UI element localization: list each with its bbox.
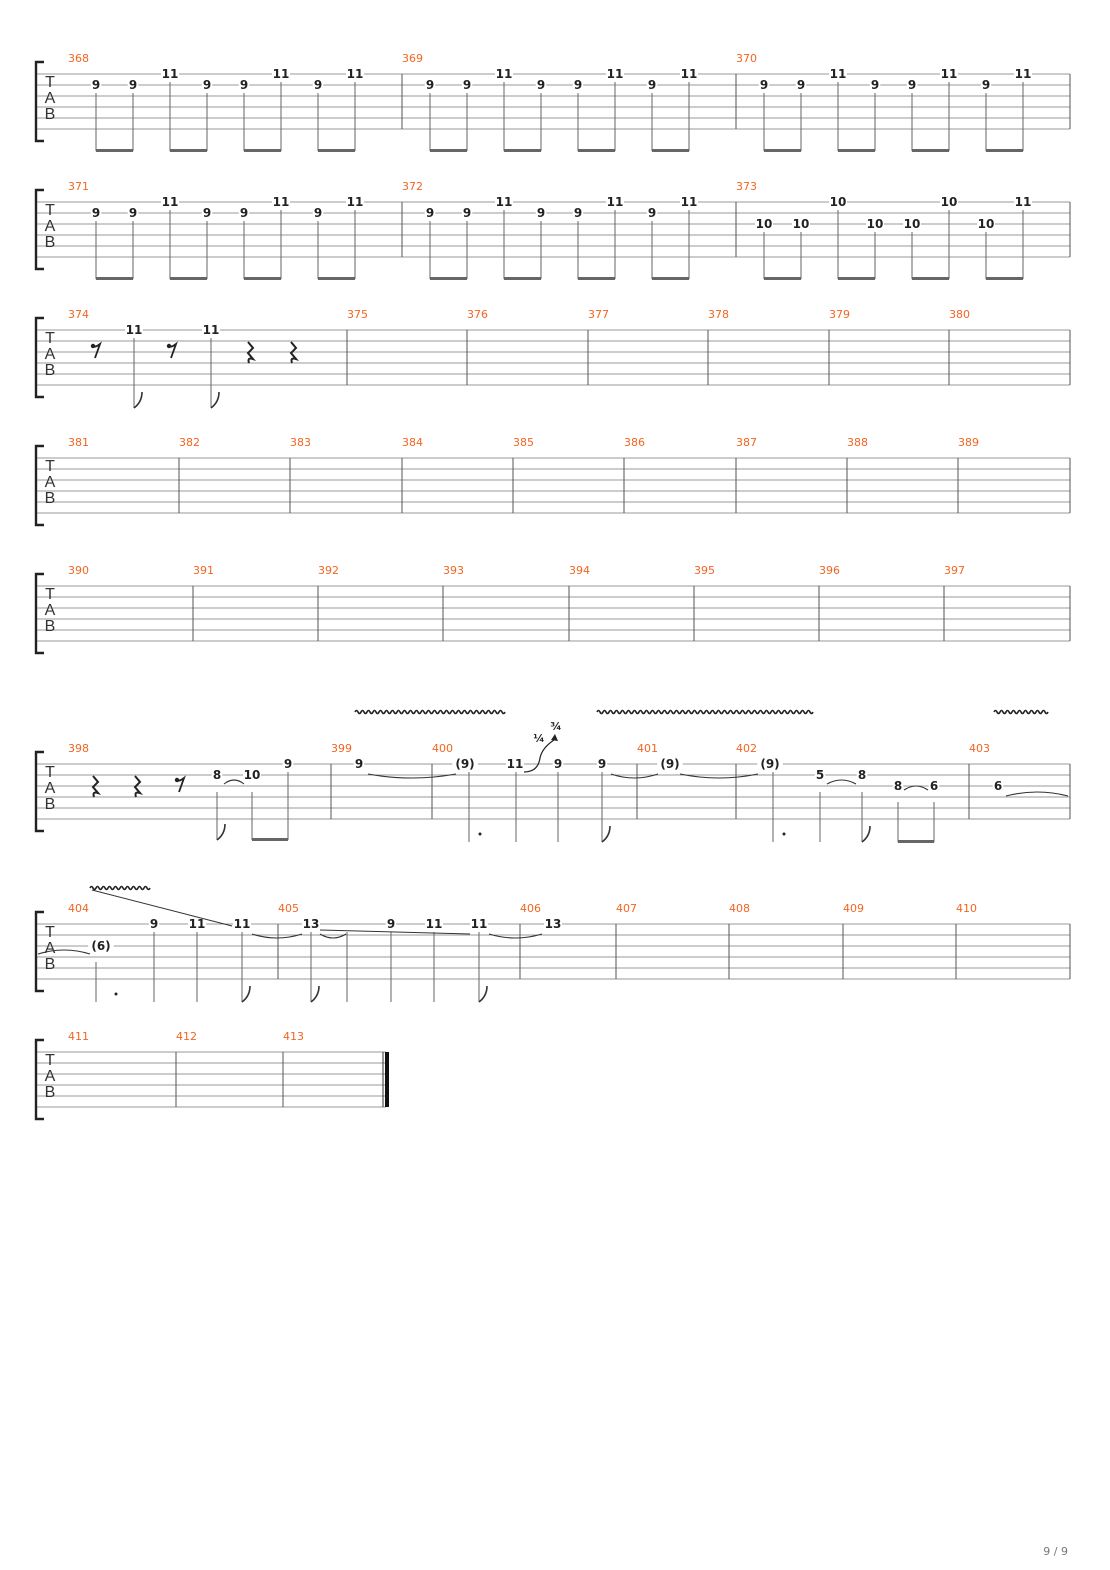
slide-line xyxy=(92,890,232,926)
fret-number: 9 xyxy=(313,206,323,220)
fret-number: 9 xyxy=(981,78,991,92)
measure-number: 382 xyxy=(179,436,200,449)
tab-clef-letter: A xyxy=(44,474,56,491)
bend-label-quarter: ¼ xyxy=(533,732,545,745)
measure-number: 413 xyxy=(283,1030,304,1043)
fret-number: 11 xyxy=(272,195,290,209)
measure-number: 400 xyxy=(432,742,453,755)
beam xyxy=(244,277,281,280)
fret-number: 10 xyxy=(829,195,847,209)
measure-number: 383 xyxy=(290,436,311,449)
fret-number: 11 xyxy=(125,323,143,337)
fret-number: 9 xyxy=(573,206,583,220)
beam xyxy=(318,277,355,280)
measure-number: 391 xyxy=(193,564,214,577)
beam xyxy=(430,277,467,280)
tab-clef-letter: A xyxy=(44,346,56,363)
fret-number: 11 xyxy=(202,323,220,337)
bend-label-three-quarter: ¾ xyxy=(550,720,562,733)
measure-number: 371 xyxy=(68,180,89,193)
beam xyxy=(96,277,133,280)
note-flag xyxy=(211,392,219,408)
measure-number: 388 xyxy=(847,436,868,449)
fret-number: 11 xyxy=(470,917,488,931)
fret-number: 8 xyxy=(893,779,903,793)
fret-number: (9) xyxy=(760,757,780,771)
fret-number: 9 xyxy=(313,78,323,92)
fret-number: 9 xyxy=(149,917,159,931)
tab-clef-letter: T xyxy=(45,202,55,219)
fret-number: 11 xyxy=(233,917,251,931)
measure-number: 384 xyxy=(402,436,423,449)
fret-number: 6 xyxy=(993,779,1003,793)
tie xyxy=(827,780,856,784)
eighth-rest-dot xyxy=(167,344,171,348)
vibrato-mark xyxy=(994,711,1048,714)
fret-number: 11 xyxy=(606,195,624,209)
fret-number: 9 xyxy=(553,757,563,771)
fret-number: 9 xyxy=(907,78,917,92)
beam xyxy=(578,277,615,280)
vibrato-mark xyxy=(597,711,813,714)
note-flag xyxy=(311,986,319,1002)
fret-number: 10 xyxy=(903,217,921,231)
measure-number: 404 xyxy=(68,902,89,915)
tie xyxy=(904,786,928,790)
fret-number: 13 xyxy=(302,917,320,931)
measure-number: 403 xyxy=(969,742,990,755)
fret-number: 11 xyxy=(606,67,624,81)
measure-number: 387 xyxy=(736,436,757,449)
measure-number: 407 xyxy=(616,902,637,915)
tab-clef-letter: A xyxy=(44,602,56,619)
tab-clef-letter: T xyxy=(45,764,55,781)
fret-number: 10 xyxy=(755,217,773,231)
tie xyxy=(224,780,244,784)
fret-number: 9 xyxy=(425,206,435,220)
fret-number: 11 xyxy=(1014,67,1032,81)
beam xyxy=(912,277,949,280)
fret-number: 8 xyxy=(857,768,867,782)
fret-number: 9 xyxy=(796,78,806,92)
fret-number: (9) xyxy=(455,757,475,771)
fret-number: 5 xyxy=(815,768,825,782)
eighth-rest-dot xyxy=(175,778,179,782)
measure-number: 401 xyxy=(637,742,658,755)
fret-number: 9 xyxy=(647,78,657,92)
fret-number: 11 xyxy=(161,67,179,81)
beam xyxy=(504,149,541,152)
measure-number: 399 xyxy=(331,742,352,755)
measure-number: 402 xyxy=(736,742,757,755)
fret-number: 11 xyxy=(940,67,958,81)
fret-number: 9 xyxy=(536,78,546,92)
beam xyxy=(652,277,689,280)
measure-number: 370 xyxy=(736,52,757,65)
beam xyxy=(318,149,355,152)
measure-number: 410 xyxy=(956,902,977,915)
fret-number: 9 xyxy=(202,206,212,220)
fret-number: 11 xyxy=(188,917,206,931)
measure-number: 411 xyxy=(68,1030,89,1043)
dot xyxy=(115,993,118,996)
measure-number: 405 xyxy=(278,902,299,915)
beam xyxy=(838,149,875,152)
vibrato-mark xyxy=(90,887,150,890)
fret-number: 9 xyxy=(647,206,657,220)
beam xyxy=(252,838,288,841)
tab-clef-letter: B xyxy=(44,796,56,813)
bend-arrowhead xyxy=(551,734,558,741)
fret-number: 11 xyxy=(829,67,847,81)
measure-number: 412 xyxy=(176,1030,197,1043)
fret-number: 9 xyxy=(239,78,249,92)
measure-number: 377 xyxy=(588,308,609,321)
tab-clef-letter: T xyxy=(45,74,55,91)
fret-number: 10 xyxy=(977,217,995,231)
tab-clef-letter: T xyxy=(45,458,55,475)
measure-number: 380 xyxy=(949,308,970,321)
measure-number: 378 xyxy=(708,308,729,321)
note-flag xyxy=(217,824,225,840)
beam xyxy=(898,840,934,843)
fret-number: (9) xyxy=(660,757,680,771)
dot xyxy=(479,833,482,836)
fret-number: 9 xyxy=(128,78,138,92)
fret-number: 11 xyxy=(1014,195,1032,209)
measure-number: 375 xyxy=(347,308,368,321)
fret-number: 10 xyxy=(792,217,810,231)
measure-number: 372 xyxy=(402,180,423,193)
measure-number: 385 xyxy=(513,436,534,449)
beam xyxy=(652,149,689,152)
measure-number: 368 xyxy=(68,52,89,65)
fret-number: 6 xyxy=(929,779,939,793)
fret-number: 11 xyxy=(346,195,364,209)
beam xyxy=(170,277,207,280)
measure-number: 376 xyxy=(467,308,488,321)
fret-number: 9 xyxy=(239,206,249,220)
tab-clef-letter: A xyxy=(44,1068,56,1085)
note-flag xyxy=(479,986,487,1002)
fret-number: 11 xyxy=(425,917,443,931)
measure-number: 386 xyxy=(624,436,645,449)
measure-number: 396 xyxy=(819,564,840,577)
measure-number: 397 xyxy=(944,564,965,577)
fret-number: 9 xyxy=(91,206,101,220)
measure-number: 395 xyxy=(694,564,715,577)
note-flag xyxy=(602,826,610,842)
fret-number: 9 xyxy=(870,78,880,92)
tab-clef-letter: B xyxy=(44,490,56,507)
tab-clef-letter: B xyxy=(44,956,56,973)
fret-number: 9 xyxy=(462,78,472,92)
tab-clef-letter: A xyxy=(44,218,56,235)
beam xyxy=(838,277,875,280)
fret-number: 9 xyxy=(462,206,472,220)
beam xyxy=(578,149,615,152)
measure-number: 392 xyxy=(318,564,339,577)
measure-number: 373 xyxy=(736,180,757,193)
beam xyxy=(986,277,1023,280)
fret-number: 9 xyxy=(354,757,364,771)
note-flag xyxy=(862,826,870,842)
tab-clef-letter: B xyxy=(44,618,56,635)
fret-number: 11 xyxy=(680,195,698,209)
fret-number: 11 xyxy=(680,67,698,81)
measure-number: 389 xyxy=(958,436,979,449)
tab-clef-letter: A xyxy=(44,780,56,797)
fret-number: (6) xyxy=(91,939,111,953)
fret-number: 11 xyxy=(495,195,513,209)
tab-clef-letter: B xyxy=(44,106,56,123)
fret-number: 9 xyxy=(597,757,607,771)
beam xyxy=(912,149,949,152)
measure-number: 390 xyxy=(68,564,89,577)
fret-number: 11 xyxy=(346,67,364,81)
tab-clef-letter: A xyxy=(44,90,56,107)
beam xyxy=(96,149,133,152)
fret-number: 9 xyxy=(425,78,435,92)
measure-number: 393 xyxy=(443,564,464,577)
tie xyxy=(1006,792,1068,796)
fret-number: 10 xyxy=(243,768,261,782)
fret-number: 9 xyxy=(91,78,101,92)
beam xyxy=(504,277,541,280)
final-barline-thick xyxy=(385,1052,389,1107)
dot xyxy=(783,833,786,836)
fret-number: 10 xyxy=(866,217,884,231)
note-flag xyxy=(134,392,142,408)
beam xyxy=(244,149,281,152)
fret-number: 11 xyxy=(495,67,513,81)
fret-number: 11 xyxy=(272,67,290,81)
fret-number: 9 xyxy=(128,206,138,220)
fret-number: 9 xyxy=(202,78,212,92)
fret-number: 13 xyxy=(544,917,562,931)
note-flag xyxy=(242,986,250,1002)
beam xyxy=(986,149,1023,152)
measure-number: 381 xyxy=(68,436,89,449)
beam xyxy=(430,149,467,152)
page-number: 9 / 9 xyxy=(1043,1545,1068,1558)
fret-number: 9 xyxy=(386,917,396,931)
fret-number: 9 xyxy=(573,78,583,92)
fret-number: 10 xyxy=(940,195,958,209)
fret-number: 9 xyxy=(759,78,769,92)
measure-number: 379 xyxy=(829,308,850,321)
measure-number: 394 xyxy=(569,564,590,577)
measure-number: 409 xyxy=(843,902,864,915)
tab-clef-letter: T xyxy=(45,586,55,603)
tab-clef-letter: T xyxy=(45,924,55,941)
fret-number: 9 xyxy=(536,206,546,220)
fret-number: 9 xyxy=(283,757,293,771)
fret-number: 8 xyxy=(212,768,222,782)
tab-clef-letter: B xyxy=(44,362,56,379)
tab-clef-letter: A xyxy=(44,940,56,957)
tab-clef-letter: B xyxy=(44,234,56,251)
measure-number: 406 xyxy=(520,902,541,915)
measure-number: 408 xyxy=(729,902,750,915)
eighth-rest-dot xyxy=(91,344,95,348)
measure-number: 374 xyxy=(68,308,89,321)
fret-number: 11 xyxy=(506,757,524,771)
vibrato-mark xyxy=(355,711,505,714)
tab-clef-letter: T xyxy=(45,1052,55,1069)
beam xyxy=(170,149,207,152)
measure-number: 369 xyxy=(402,52,423,65)
tab-clef-letter: T xyxy=(45,330,55,347)
tab-clef-letter: B xyxy=(44,1084,56,1101)
measure-number: 398 xyxy=(68,742,89,755)
fret-number: 11 xyxy=(161,195,179,209)
beam xyxy=(764,149,801,152)
beam xyxy=(764,277,801,280)
